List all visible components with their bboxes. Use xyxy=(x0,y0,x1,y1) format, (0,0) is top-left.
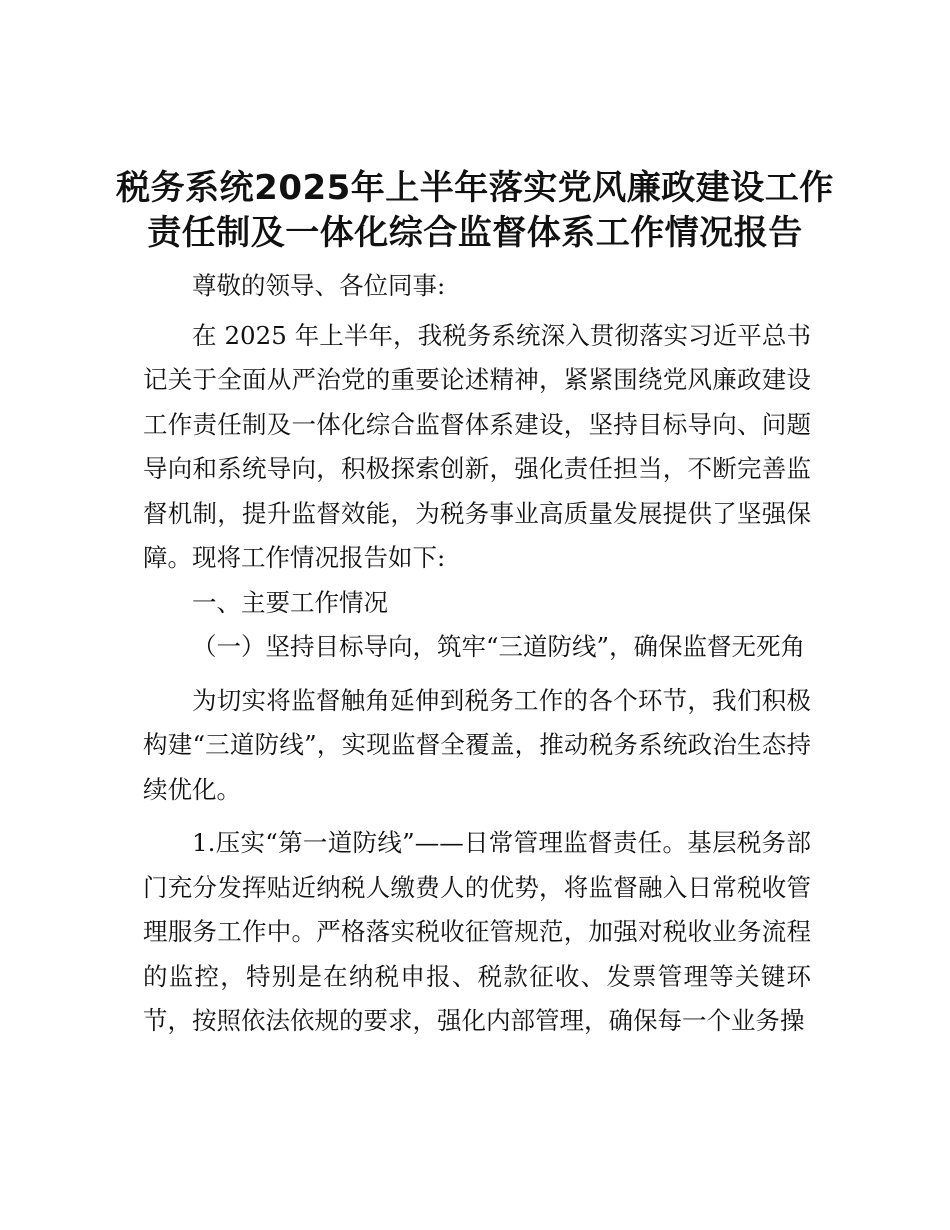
document-title-line-1: 税务系统2025年上半年落实党风廉政建设工作 xyxy=(116,168,834,208)
intro-paragraph: 在 2025 年上半年，我税务系统深入贯彻落实习近平总书记关于全面从严治党的重要论述精神，紧紧围绕党风廉政建设工作责任制及一体化综合监督体系建设，坚持目标导向、问题导向和系统导向，积极探索创新，强化责任担当，不断完善监督机制，提升监督效能，为税务事业高质量发展提供了坚强保障。现将工作情况报告如下: xyxy=(143,320,811,572)
document-title-line-2: 责任制及一体化综合监督体系工作情况报告 xyxy=(147,213,803,253)
document-body xyxy=(143,264,811,1044)
subsection-1-paragraph: 为切实将监督触角延伸到税务工作的各个环节，我们积极构建“三道防线”，实现监督全覆盖，推动税务系统政治生态持续优化。 xyxy=(143,685,811,804)
salutation: 尊敬的领导、各位同事: xyxy=(192,271,446,300)
section-heading-1: 一、主要工作情况 xyxy=(192,587,388,617)
subsection-heading-1: （一）坚持目标导向，筑牢“三道防线”，确保监督无死角 xyxy=(192,632,806,661)
item-1-paragraph: 1.压实“第一道防线”——日常管理监督责任。基层税务部门充分发挥贴近纳税人缴费人的优势，将监督融入日常税收管理服务工作中。严格落实税收征管规范，加强对税收业务流程的监控，特别是在纳税申报、税款征收、发票管理等关键环节，按照依法依规的要求，强化内部管理，确保每一个业务操 xyxy=(143,828,811,1035)
